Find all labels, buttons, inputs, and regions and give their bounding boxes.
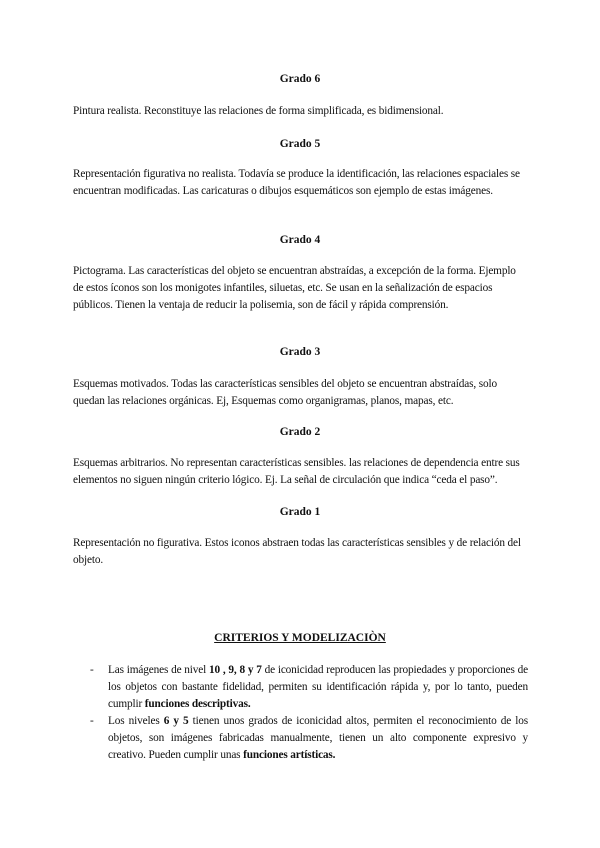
list-item [90, 713, 528, 764]
paragraph-grado-5: Representación figurativa no realista. Todavía se produce la identificación, las relaciones espaciales se encuentran modificadas. Las caricaturas o dibujos esquemáticos son ejemplo de estas imágenes. [73, 168, 520, 197]
bullet-marker: - [90, 715, 94, 727]
bullet-marker: - [90, 664, 94, 676]
paragraph-grado-2: Esquemas arbitrarios. No representan características sensibles. las relaciones de dependencia entre sus elementos no siguen ningún criterio lógico. Ej. La señal de circulación que indica “ceda el paso”. [73, 457, 520, 486]
list-item-levels: 10 , 9, 8 y 7 [209, 664, 262, 676]
list-item-text-start: Las imágenes de nivel [108, 664, 210, 676]
heading-grado-1: Grado 1 [279, 506, 321, 518]
criteria-title: CRITERIOS Y MODELIZACIÒN [214, 632, 386, 644]
heading-grado-5: Grado 5 [279, 138, 321, 150]
list-item-text-start: Los niveles [108, 715, 164, 727]
list-item-levels: 6 y 5 [163, 715, 189, 727]
list-item-text-middle: tienen unos grados de iconicidad altos, permiten el reconocimiento de los objetos, son imágenes fabricadas manualmente, tienen un alto componente expresivo y creativo. Pueden cumplir unas [108, 715, 528, 761]
list-item-function: funciones artísticas. [243, 749, 336, 761]
heading-grado-6: Grado 6 [279, 73, 321, 85]
paragraph-grado-3: Esquemas motivados. Todas las características sensibles del objeto se encuentran abstraídas, solo quedan las relaciones orgánicas. Ej, Esquemas como organigramas, planos, mapas, etc. [73, 378, 497, 407]
criteria-list [90, 662, 528, 764]
list-item-text-middle: de iconicidad reproducen las propiedades y proporciones de los objetos con bastante fidelidad, permiten su identificación rápida y, por lo tanto, pueden cumplir [108, 664, 528, 710]
paragraph-grado-1: Representación no figurativa. Estos iconos abstraen todas las características sensibles y de relación del objeto. [73, 537, 521, 566]
heading-grado-2: Grado 2 [279, 426, 321, 438]
paragraph-grado-4: Pictograma. Las características del objeto se encuentran abstraídas, a excepción de la forma. Ejemplo de estos íconos son los monigotes infantiles, siluetas, etc. Se usan en la señalización de espacios públicos. Tienen la ventaja de reducir la polisemia, son de fácil y rápida comprensión. [73, 265, 516, 311]
paragraph-grado-6: Pintura realista. Reconstituye las relaciones de forma simplificada, es bidimensional. [73, 105, 444, 117]
list-item [90, 662, 528, 713]
heading-grado-4: Grado 4 [279, 234, 321, 246]
list-item-function: funciones descriptivas. [144, 698, 251, 710]
heading-grado-3: Grado 3 [279, 346, 321, 358]
